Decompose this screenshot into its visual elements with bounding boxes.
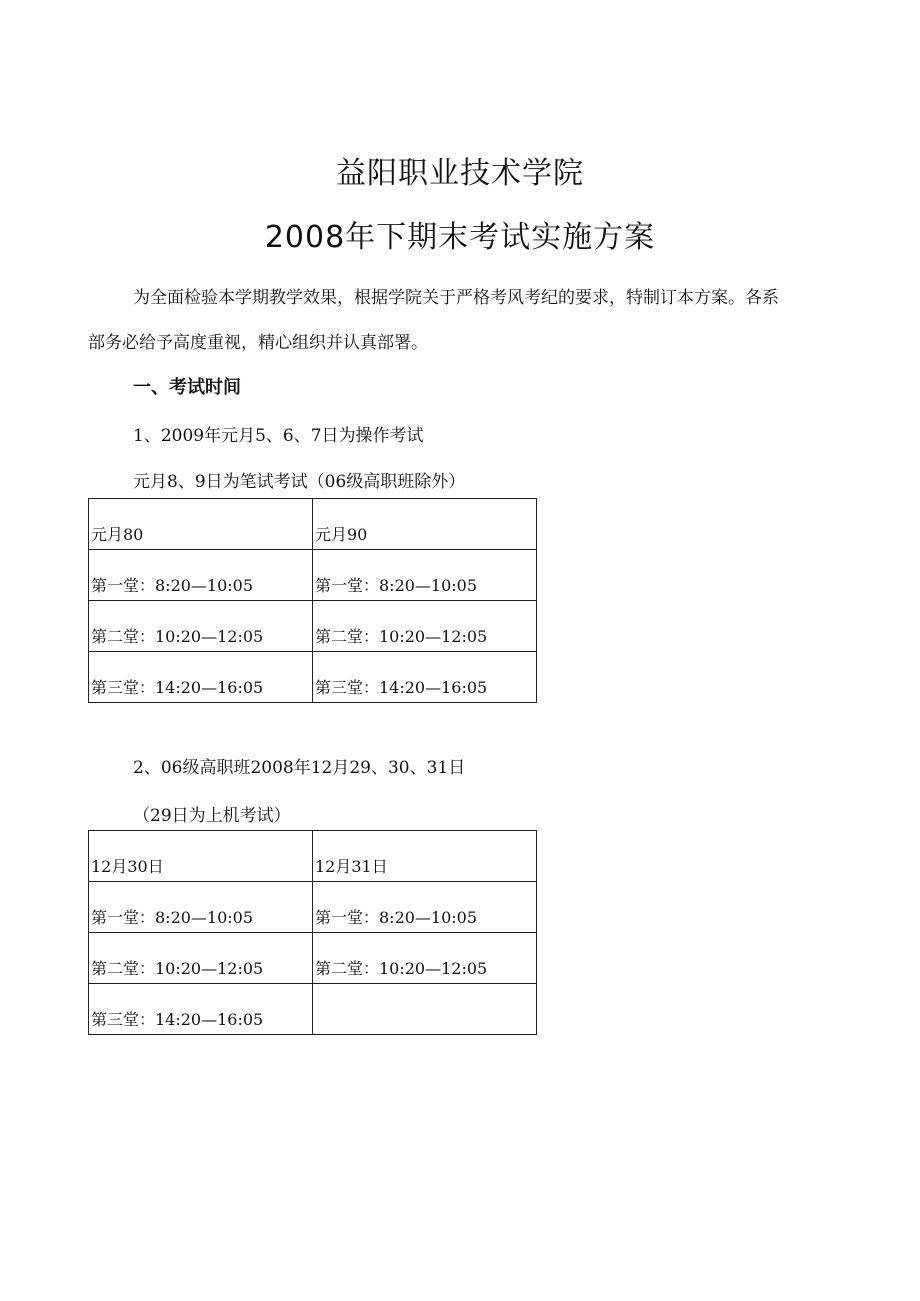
document-title-line2: 2008年下期末考试实施方案: [264, 220, 656, 255]
table-cell: 第一堂：8:20—10:05: [89, 550, 313, 601]
section-heading-exam-time: 一、考试时间: [133, 377, 241, 398]
table-row: [89, 499, 537, 550]
table-cell: 12月31日: [313, 831, 537, 882]
table-row: [89, 601, 537, 652]
item1-line2: 元月8、9日为笔试考试（06级高职班除外）: [133, 472, 466, 492]
table-row: [89, 652, 537, 703]
table-row: [89, 933, 537, 984]
table-cell: 元月80: [89, 499, 313, 550]
table-row: [89, 831, 537, 882]
table-cell: 第三堂：14:20—16:05: [89, 652, 313, 703]
table-cell: 第二堂：10:20—12:05: [89, 933, 313, 984]
table-cell: 第一堂：8:20—10:05: [313, 550, 537, 601]
table-cell: 第二堂：10:20—12:05: [313, 933, 537, 984]
item1-line1: 1、2009年元月5、6、7日为操作考试: [133, 426, 424, 446]
table-cell: 第二堂：10:20—12:05: [313, 601, 537, 652]
table-cell: 第一堂：8:20—10:05: [313, 882, 537, 933]
intro-paragraph-line2: 部务必给予高度重视，精心组织并认真部署。: [88, 333, 428, 353]
schedule-table-1: [88, 498, 537, 703]
table-cell: 第二堂：10:20—12:05: [89, 601, 313, 652]
table-cell-empty: [313, 984, 537, 1035]
schedule-table-2: [88, 830, 537, 1035]
item2-line2: （29日为上机考试）: [133, 806, 291, 826]
intro-paragraph-line1: 为全面检验本学期教学效果，根据学院关于严格考风考纪的要求，特制订本方案。各系: [133, 288, 779, 308]
table-cell: 12月30日: [89, 831, 313, 882]
table-row: [89, 550, 537, 601]
table-row: [89, 984, 537, 1035]
table-cell: 第三堂：14:20—16:05: [313, 652, 537, 703]
table-cell: 元月90: [313, 499, 537, 550]
item2-line1: 2、06级高职班2008年12月29、30、31日: [133, 758, 466, 778]
table-cell: 第三堂：14:20—16:05: [89, 984, 313, 1035]
table-cell: 第一堂：8:20—10:05: [89, 882, 313, 933]
document-title-line1: 益阳职业技术学院: [336, 156, 584, 191]
table-row: [89, 882, 537, 933]
